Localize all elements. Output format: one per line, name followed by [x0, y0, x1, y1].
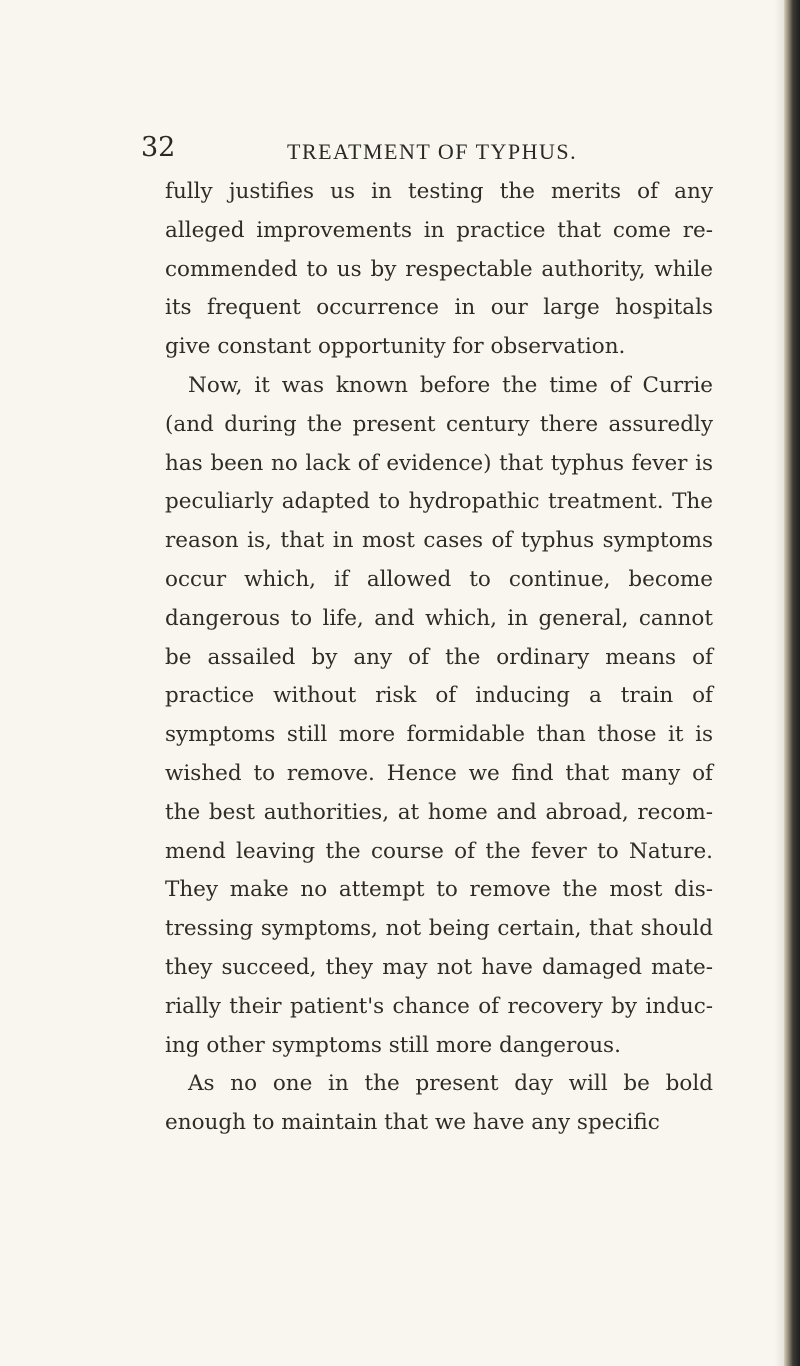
page-number: 32	[141, 132, 176, 163]
paragraph: As no one in the present day will be bold enough to maintain that we have any specific	[165, 1071, 713, 1136]
running-title: TREATMENT OF TYPHUS.	[287, 139, 578, 164]
paragraph: Now, it was known before the time of Currie (and during the present century there assuredly has been no lack of evidence) that typhus fever is peculiarly adapted to hydropathic treatment. The reason is, that in most cases of typhus symptoms occur which, if allowed to continue, become dangerous to life, and which, in general, cannot be assailed by any of the ordinary means of practice without risk of inducing a train of symptoms still more formidable than those it is wished to remove. Hence we find that many of the best authorities, at home and abroad, recom- mend leaving the course of the fever to Nature. They make no attempt to remove the most dis- tressing symptoms, not being certain, that should they succeed, they may not have damaged mate- rially their patient's chance of recovery by induc- ing other symptoms still more dangerous.	[165, 372, 713, 1058]
book-spine	[784, 0, 800, 1366]
gutter-shadow	[774, 0, 784, 1366]
body-text	[165, 173, 713, 1143]
page-header	[0, 128, 790, 168]
paragraph: fully justifies us in testing the merits of any alleged improvements in practice that come re- commended to us by respectable authority, while its frequent occurrence in our large hospitals give constant opportunity for observation.	[165, 179, 713, 360]
